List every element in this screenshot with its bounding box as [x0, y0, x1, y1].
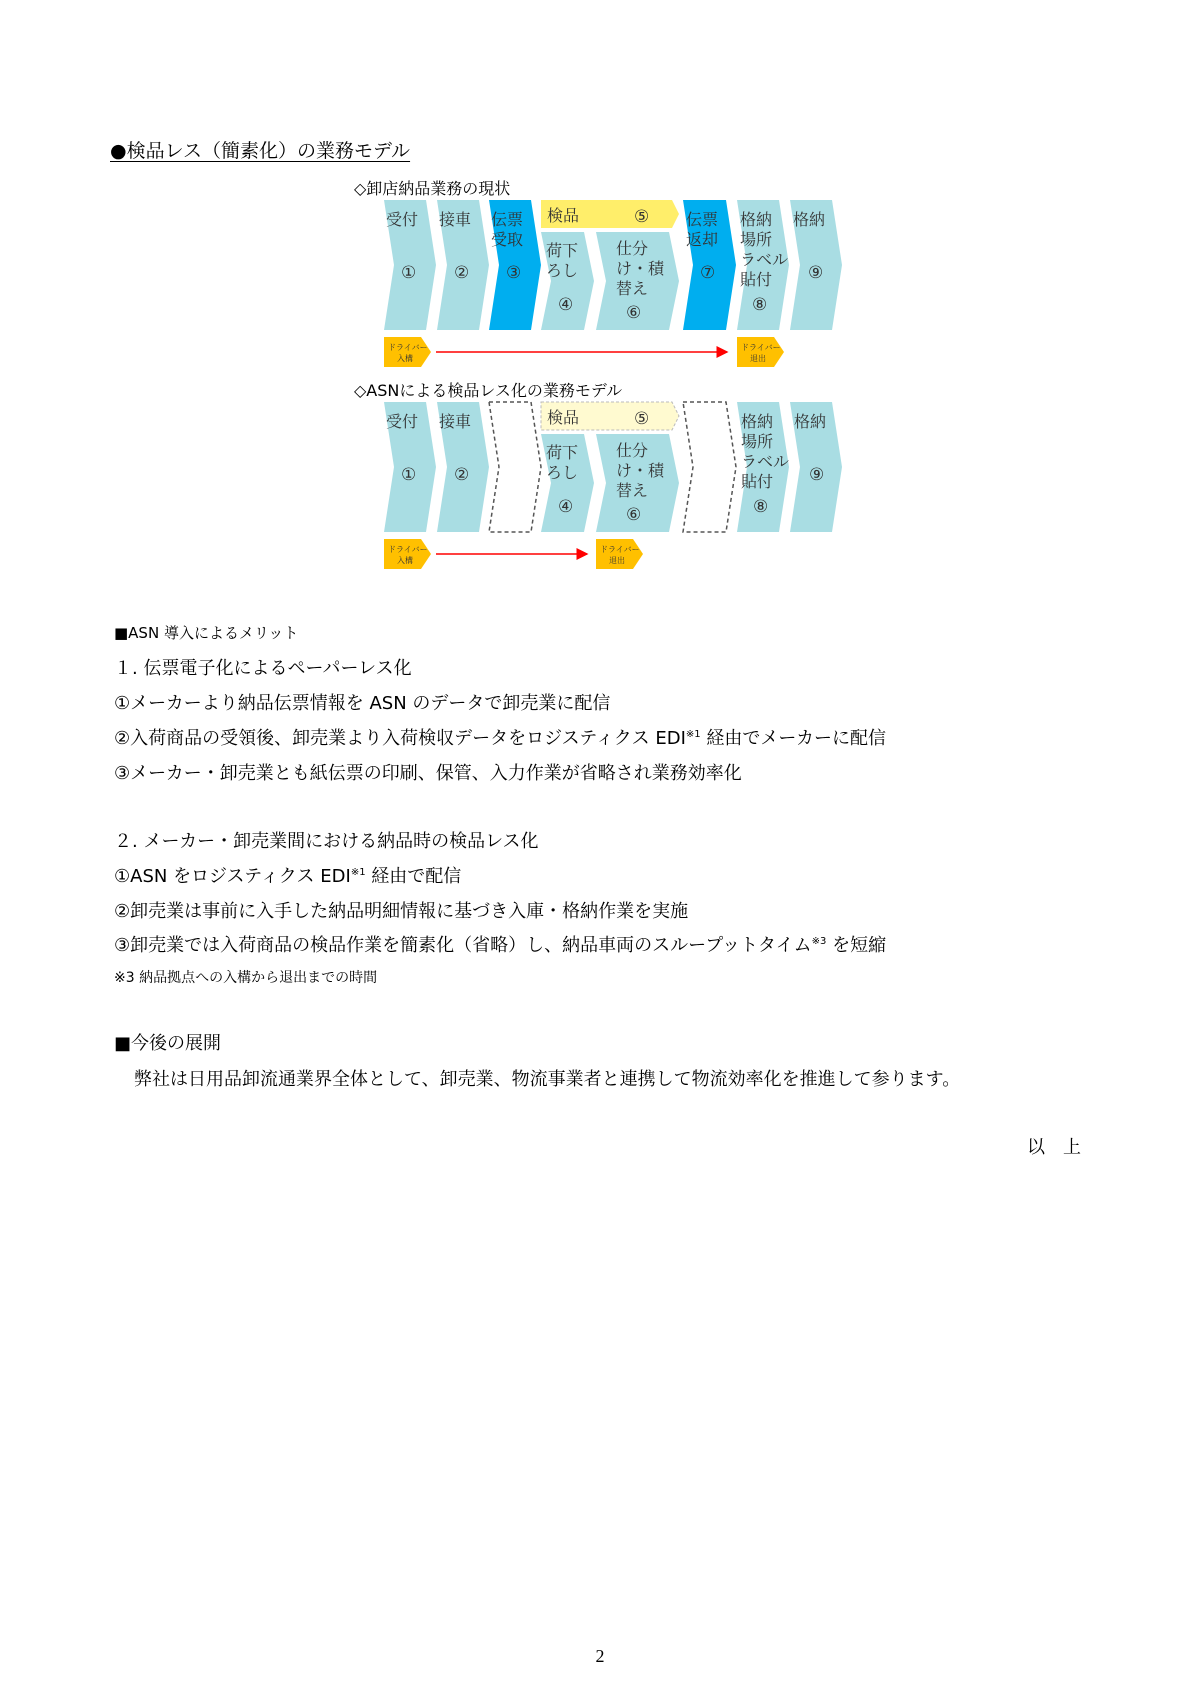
current-step-4-label-1: 荷下: [546, 241, 579, 260]
asn-step-8-label-3: ラベル: [741, 452, 790, 471]
merits-group1-title: １. 伝票電子化によるペーパーレス化: [114, 658, 412, 679]
asn-step-7-removed-shape: [683, 402, 736, 532]
asn-step-3-removed-shape: [489, 402, 541, 532]
asn-driver-in-l2: 入構: [397, 556, 413, 565]
asn-step-6-label-1: 仕分: [616, 441, 649, 460]
current-step-8-label-2: 場所: [740, 230, 773, 249]
closing-text: 以 上: [1027, 1137, 1081, 1158]
current-driver-out-l1: ドライバー: [741, 343, 781, 352]
current-step-2-label: 接車: [439, 210, 472, 229]
current-step-8-label-3: ラベル: [740, 250, 789, 269]
asn-step-9-num: ⑨: [809, 465, 825, 485]
current-driver-in-l2: 入構: [397, 354, 413, 363]
merits-group2-item2: ②卸売業は事前に入手した納品明細情報に基づき入庫・格納作業を実施: [114, 901, 689, 922]
footnote-ref-3: ※3: [811, 936, 827, 947]
current-step-9-label: 格納: [793, 210, 826, 229]
asn-flow: [384, 402, 842, 569]
current-step-7-label-1: 伝票: [686, 210, 719, 229]
merits-group2-item3-text: ③卸売業では入荷商品の検品作業を簡素化（省略）し、納品車両のスループットタイム: [114, 935, 812, 956]
merits-group1-item1: ①メーカーより納品伝票情報を ASN のデータで卸売業に配信: [114, 693, 611, 714]
asn-step-8-label-2: 場所: [741, 432, 774, 451]
section-title: ●検品レス（簡素化）の業務モデル: [110, 140, 411, 162]
asn-step-4-label-2: ろし: [546, 463, 579, 482]
merits-group1-item2-tail: 経由でメーカーに配信: [700, 728, 887, 749]
current-flow: [384, 200, 842, 367]
current-step-8-label-4: 貼付: [740, 270, 773, 289]
current-step-4-label-2: ろし: [546, 261, 579, 280]
current-step-8-label-1: 格納: [740, 210, 773, 229]
footnote-ref-1: ※1: [685, 729, 701, 740]
current-step-3-num: ③: [506, 263, 522, 283]
diagram-asn-title: ◇ASNによる検品レス化の業務モデル: [354, 381, 623, 400]
current-step-6-label-2: け・積: [616, 259, 665, 278]
current-step-1-label: 受付: [386, 210, 419, 229]
merits-group1-item2: [114, 724, 886, 750]
footnote-ref-1: ※1: [350, 867, 366, 878]
merits-heading: ■ASN 導入によるメリット: [114, 624, 299, 642]
current-step-3-label-2: 受取: [491, 230, 524, 249]
asn-inspect-label: 検品: [547, 408, 580, 427]
asn-driver-out-l2: 退出: [609, 556, 625, 565]
asn-step-4-num: ④: [558, 497, 574, 517]
current-step-9-num: ⑨: [808, 263, 824, 283]
asn-step-1-num: ①: [401, 465, 417, 485]
page-number: 2: [595, 1646, 605, 1666]
future-heading: ■今後の展開: [114, 1033, 222, 1054]
merits-group1-item3: ③メーカー・卸売業とも紙伝票の印刷、保管、入力作業が省略され業務効率化: [114, 763, 742, 784]
footnote-3: ※3 納品拠点への入構から退出までの時間: [114, 970, 378, 986]
asn-step-9-label: 格納: [794, 412, 827, 431]
current-inspect-num: ⑤: [634, 207, 650, 227]
current-step-8-num: ⑧: [752, 295, 768, 315]
merits-group2-item3-tail: を短縮: [826, 935, 887, 956]
merits-group2-item1-tail: 経由で配信: [365, 866, 462, 887]
current-step-2-num: ②: [454, 263, 470, 283]
asn-step-1-label: 受付: [386, 412, 419, 431]
asn-step-6-label-3: 替え: [616, 481, 649, 500]
future-body: 弊社は日用品卸流通業界全体として、卸売業、物流事業者と連携して物流効率化を推進して参ります。: [134, 1069, 961, 1090]
current-inspect-label: 検品: [547, 206, 580, 225]
current-step-7-num: ⑦: [700, 263, 716, 283]
merits-group2-item3: [114, 931, 886, 957]
flow-diagram: [0, 0, 1200, 600]
current-step-6-label-1: 仕分: [616, 239, 649, 258]
asn-step-8-num: ⑧: [753, 497, 769, 517]
current-driver-out-l2: 退出: [750, 354, 766, 363]
asn-driver-out-l1: ドライバー: [600, 545, 640, 554]
merits-group2-item1: [114, 862, 461, 888]
asn-step-2-label: 接車: [439, 412, 472, 431]
current-step-3-label-1: 伝票: [491, 210, 524, 229]
asn-step-8-label-4: 貼付: [741, 472, 774, 491]
merits-group1-item2-text: ②入荷商品の受領後、卸売業より入荷検収データをロジスティクス EDI: [114, 728, 686, 749]
current-step-1-num: ①: [401, 263, 417, 283]
current-step-7-label-2: 返却: [686, 230, 719, 249]
asn-driver-in-l1: ドライバー: [388, 545, 428, 554]
asn-step-6-label-2: け・積: [616, 461, 665, 480]
asn-step-4-label-1: 荷下: [546, 443, 579, 462]
merits-group2-title: ２. メーカー・卸売業間における納品時の検品レス化: [114, 831, 539, 852]
current-step-6-label-3: 替え: [616, 279, 649, 298]
diagram-current-title: ◇卸店納品業務の現状: [354, 179, 511, 198]
current-driver-in-l1: ドライバー: [388, 343, 428, 352]
asn-step-6-num: ⑥: [626, 505, 642, 525]
asn-inspect-num: ⑤: [634, 409, 650, 429]
current-step-6-num: ⑥: [626, 303, 642, 323]
asn-step-8-label-1: 格納: [741, 412, 774, 431]
asn-step-2-num: ②: [454, 465, 470, 485]
current-step-4-num: ④: [558, 295, 574, 315]
merits-group2-item1-text: ①ASN をロジスティクス EDI: [114, 866, 351, 887]
